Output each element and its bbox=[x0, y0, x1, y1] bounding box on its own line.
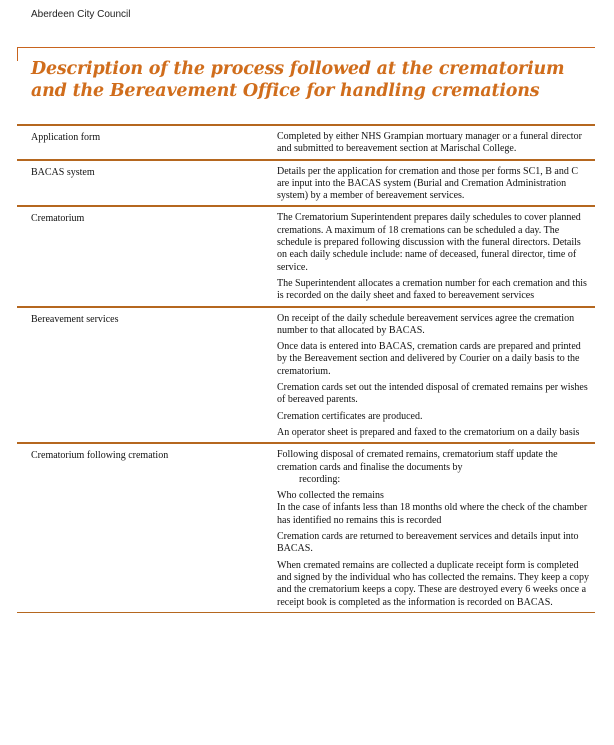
document-title bbox=[31, 58, 596, 102]
title-line-2: and the Bereavement Office for handling cremations bbox=[31, 81, 540, 101]
description-paragraph: Details per the application for cremation and those per forms SC1, B and C are input into the BACAS system (Burial and Cremation Administration system) by a member of bereavement services. bbox=[277, 165, 579, 202]
process-table bbox=[17, 124, 595, 613]
description-paragraph: Cremation cards set out the intended disposal of cremated remains per wishes of bereaved parents. bbox=[277, 382, 588, 406]
description-paragraph: An operator sheet is prepared and faxed to the crematorium on a daily basis bbox=[277, 426, 580, 438]
description-paragraph: Cremation certificates are produced. bbox=[277, 410, 423, 422]
description-intro-indented-line: recording: bbox=[299, 473, 341, 485]
row-label: Application form bbox=[31, 132, 101, 143]
row-description bbox=[277, 131, 589, 156]
table-row-bereavement-services bbox=[17, 308, 595, 445]
table-row-crematorium-following-cremation bbox=[17, 444, 595, 613]
header-org-name: Aberdeen City Council bbox=[31, 9, 131, 20]
row-description bbox=[277, 212, 589, 302]
row-description bbox=[277, 449, 589, 609]
title-line-1: Description of the process followed at the crematorium bbox=[31, 59, 565, 79]
description-paragraph: Cremation cards are returned to bereavement services and details input into BACAS. bbox=[277, 531, 579, 555]
description-paragraph: Who collected the remains In the case of infants less than 18 months old where the check of the chamber has identified no remains this is recorded bbox=[277, 490, 588, 526]
row-label: Crematorium bbox=[31, 213, 85, 225]
row-description bbox=[277, 313, 589, 440]
row-label: BACAS system bbox=[31, 166, 95, 178]
table-row-application-form bbox=[17, 126, 595, 161]
description-paragraph: When cremated remains are collected a duplicate receipt form is completed and signed by the individual who has collected the remains. They keep a copy and the crematorium keeps a copy. These are destroyed every 6 weeks once a receipt book is completed as the information is recorded on BACAS. bbox=[277, 559, 589, 608]
description-paragraph: The Crematorium Superintendent prepares daily schedules to cover planned cremations. A maximum of 18 cremations can be scheduled a day. The schedule is prepared following discussion with the funeral directors. Details on each daily schedule include: name of deceased, funeral director, time of service. bbox=[277, 212, 581, 273]
description-paragraph: The Superintendent allocates a cremation number for each cremation and this is recorded on the daily sheet and faxed to bereavement services bbox=[277, 277, 587, 302]
description-paragraph: Once data is entered into BACAS, cremation cards are prepared and printed by the Bereavement section and delivered by Courier on a daily basis to the crematorium. bbox=[277, 341, 581, 377]
description-intro-line: Following disposal of cremated remains, crematorium staff update the cremation cards and finalise the documents by bbox=[277, 449, 558, 473]
table-row-crematorium bbox=[17, 207, 595, 307]
description-intro bbox=[277, 449, 589, 486]
description-paragraph: On receipt of the daily schedule bereavement services agree the cremation number to that allocated by BACAS. bbox=[277, 312, 575, 336]
row-label: Bereavement services bbox=[31, 313, 119, 325]
row-label: Crematorium following cremation bbox=[31, 450, 169, 462]
header-rule bbox=[17, 47, 595, 48]
description-paragraph: Completed by either NHS Grampian mortuary manager or a funeral director and submitted to bereavement section at Marischal College. bbox=[277, 131, 582, 155]
row-description bbox=[277, 166, 589, 203]
header-rule-tick bbox=[17, 47, 18, 61]
table-row-bacas-system bbox=[17, 161, 595, 208]
